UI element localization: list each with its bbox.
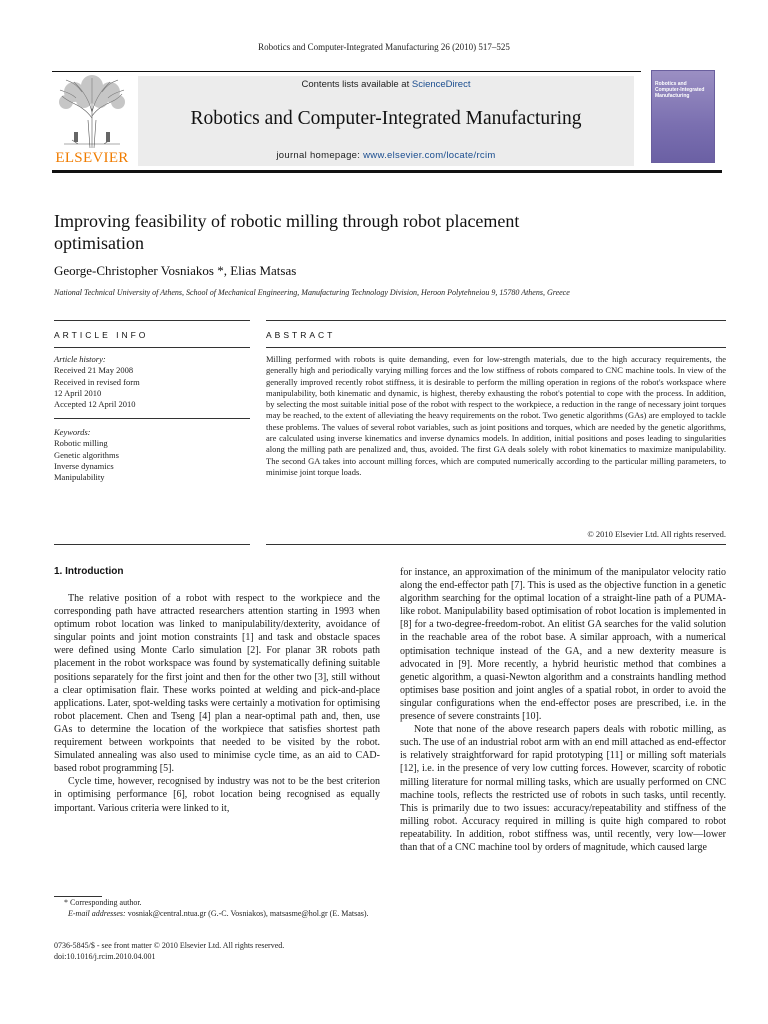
cover-title: Robotics and Computer-Integrated Manufacturing bbox=[655, 81, 705, 99]
keywords-block bbox=[54, 427, 250, 483]
homepage-prefix: journal homepage: bbox=[276, 150, 364, 161]
footnote-rule bbox=[54, 896, 102, 897]
sciencedirect-link[interactable]: ScienceDirect bbox=[411, 79, 471, 90]
keywords-label: Keywords: bbox=[54, 427, 91, 437]
revised-date: 12 April 2010 bbox=[54, 387, 102, 398]
accepted-date: Accepted 12 April 2010 bbox=[54, 399, 136, 410]
body-paragraph: Note that none of the above research papers deals with robotic milling, as such. The use of an industrial robot arm with an end mill attached as end-effector is relatively straightforward for rapid prototyping [11] or milling soft materials [12], i.e. in the presence of very low cutting forces. However, scarcity of robotic milling literature for normal milling tasks, which are usually performed on CNC machine tools, reflects the restricted use of robots in such tasks, until recently. This is primarily due to two issues: accuracy/repeatability and stiffness of the milling robot. Accuracy required in milling is quite high compared to robot repeatability. In addition, robot stiffness was, until recently, very low—lower than that of a CNC machine tool by orders of magnitude, which caused large bbox=[400, 724, 726, 853]
masthead-top-rule bbox=[52, 71, 641, 72]
keyword-item: Manipulability bbox=[54, 472, 105, 483]
journal-name: Robotics and Computer-Integrated Manufacturing bbox=[190, 108, 582, 129]
contents-available-line bbox=[138, 79, 634, 90]
keyword-item: Robotic milling bbox=[54, 438, 108, 449]
article-info-heading: ARTICLE INFO bbox=[54, 330, 149, 340]
contents-prefix: Contents lists available at bbox=[301, 79, 412, 90]
abstract-heading: ABSTRACT bbox=[266, 330, 336, 340]
author-affiliation: National Technical University of Athens, School of Mechanical Engineering, Manufacturing Technology Division, Heroon Polytehneiou 9, 15780 Athens, Greece bbox=[54, 288, 570, 297]
abstract-bottom-rule bbox=[266, 544, 726, 545]
journal-citation: Robotics and Computer-Integrated Manufacturing 26 (2010) 517–525 bbox=[258, 42, 510, 52]
body-left-column bbox=[54, 592, 380, 815]
abstract-text: Milling performed with robots is quite demanding, even for low-strength materials, due to the high accuracy requirements, the generally high and periodically varying milling forces and the low stiffness of robots compared to CNC machine tools. In view of the generally improved recently robot stiffness, it is desirable to perform the milling operation in regions of the robot's workspace where manipulability, both kinematic and dynamic, is highest, thereby exhausting the robot's potential to cope with the process. In addition, by selecting the most suitable initial pose of the robot with respect to the workpiece, a reduction in the range of necessary joint torques may be reached, to the extent of alleviating the heavy requirements on the robot. Two genetic algorithms (GAs) are employed to tackle these problems. The values of several robot variables, such as joint positions and torques, which are needed by the genetic algorithms, are calculated using inverse kinematics and inverse dynamics models. In addition, initial positions and poses leading to singularities along the milling path are penalized and, thus, avoided. The first GA deals solely with robot kinematics to maximize manipulability. The second GA takes into account milling forces, which are computed numerically according to the particular milling parameters, to minimise joint torque loads. bbox=[266, 354, 726, 477]
corresponding-author-footnote bbox=[54, 898, 380, 919]
front-matter-info bbox=[54, 940, 380, 962]
journal-homepage-link[interactable]: www.elsevier.com/locate/rcim bbox=[363, 150, 496, 161]
author-list: George-Christopher Vosniakos *, Elias Matsas bbox=[54, 263, 297, 278]
body-paragraph: for instance, an approximation of the minimum of the manipulator velocity ratio along the end-effector path [7]. This is used as the objective function in a genetic algorithm searching for the optimal location of a straight-line path of a PUMA-like robot. Manipulability based optimisation of robot location is implemented in [8] for a two-degree-freedom-robot. An elitist GA searches for the valid solution in the reachable area of the robot base. A similar approach, with a numerical optimisation technique instead of the GA, and a new dexterity measure is advocated in [9]. More recently, a hybrid heuristic method that combines a genetic algorithm, a quasi-Newton algorithm and a constraints handling method optimises base position and joint angles of a spatial robot, in order to avoid the singular configurations when the end-effector poses are prescribed, i.e. in the presence of severe constraints [10]. bbox=[400, 567, 726, 723]
abstract-top-rule bbox=[266, 320, 726, 321]
abstract-heading-rule bbox=[266, 347, 726, 348]
article-info-heading-rule bbox=[54, 347, 250, 348]
article-info-top-rule bbox=[54, 320, 250, 321]
keyword-item: Genetic algorithms bbox=[54, 449, 119, 460]
abstract-copyright: © 2010 Elsevier Ltd. All rights reserved. bbox=[587, 529, 726, 539]
article-title: Improving feasibility of robotic milling through robot placement optimisation bbox=[54, 211, 520, 253]
masthead-bottom-rule bbox=[52, 170, 722, 173]
body-right-column bbox=[400, 566, 726, 854]
journal-homepage-line bbox=[138, 150, 634, 161]
email-label: E-mail addresses: bbox=[68, 908, 126, 918]
section-heading-introduction: 1. Introduction bbox=[54, 566, 124, 577]
article-history bbox=[54, 354, 250, 410]
article-info-divider bbox=[54, 418, 250, 419]
doi-line: doi:10.1016/j.rcim.2010.04.001 bbox=[54, 952, 156, 961]
corresponding-author-note: * Corresponding author. bbox=[64, 898, 142, 907]
received-date: Received 21 May 2008 bbox=[54, 365, 134, 376]
email-addresses bbox=[54, 909, 380, 920]
email-text: vosniak@central.ntua.gr (G.-C. Vosniakos), matsasme@hol.gr (E. Matsas). bbox=[125, 908, 369, 918]
article-info-bottom-rule bbox=[54, 544, 250, 545]
issn-line: 0736-5845/$ - see front matter © 2010 Elsevier Ltd. All rights reserved. bbox=[54, 941, 285, 950]
history-label: Article history: bbox=[54, 354, 106, 364]
body-paragraph: Cycle time, however, recognised by industry was not to be the best criterion in optimising performance [6], robot location being recognised as equally important. Various criteria were linked to it, bbox=[54, 776, 380, 814]
elsevier-wordmark: ELSEVIER bbox=[55, 150, 129, 166]
body-paragraph: The relative position of a robot with respect to the workpiece and the corresponding path have attracted researchers attention starting in 1993 when optimum robot location was linked to manipulability/dexterity, avoidance of singular points and joint motion constraints [1] and task and obstacle spaces were defined using Monte Carlo simulation [2]. For planar 3R robots path placement in the robot workspace was found by systematically defining suitable positions separately for the first joint and then for the other two [3], still without a clear optimisation flair. These works pointed at welding and pick-and-place applications. Later, spot-welding tasks were certainly a motivation for optimising robot placement. Chen and Tseng [4] plan a near-optimal path and, then, use GAs to determine the location of the workpiece that satisfies shortest path requirement between workpoints that needed to be visited by the robot. Simulated annealing was also used to minimise cycle time, as an aid to CAD-based robot programming [5]. bbox=[54, 593, 380, 775]
revised-label: Received in revised form bbox=[54, 376, 140, 387]
keyword-item: Inverse dynamics bbox=[54, 460, 114, 471]
